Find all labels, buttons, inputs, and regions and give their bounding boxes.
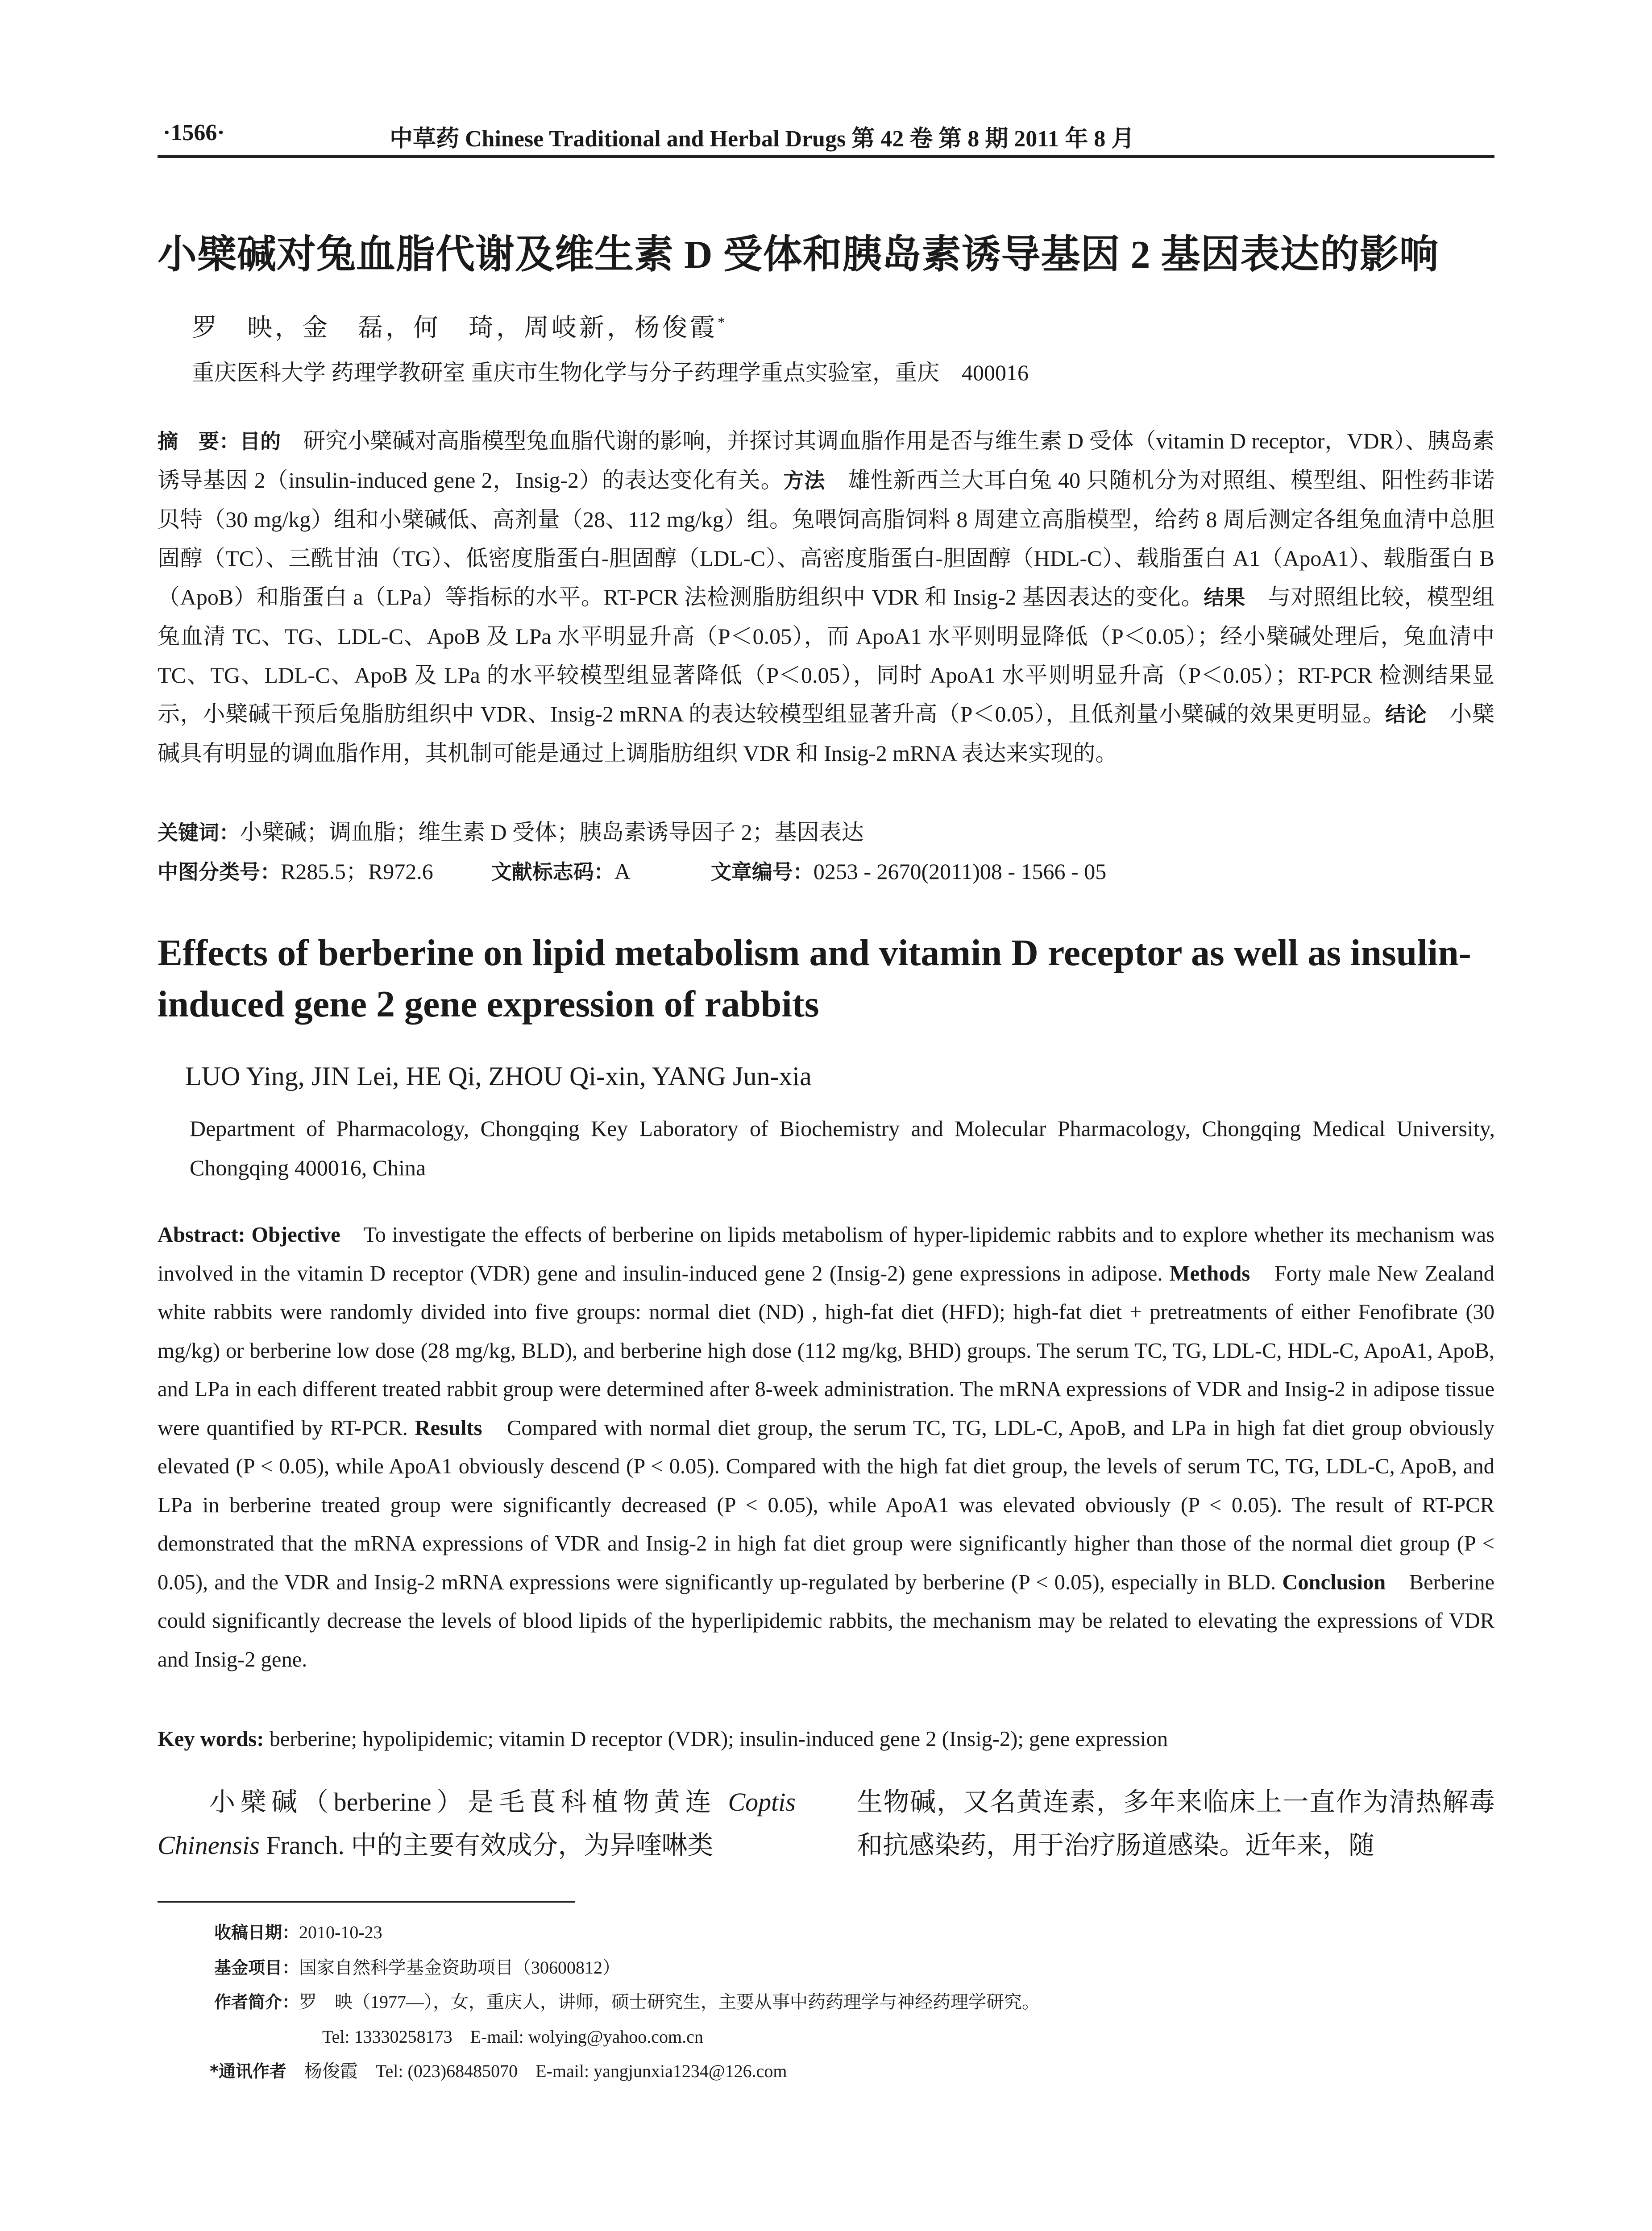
chinese-abstract [158,422,1494,773]
en-methods-text: Forty male New Zealand white rabbits were randomly divided into five groups: normal diet (ND) , high-fat diet (HFD); high-fat diet + pretreatments of either Fenofibrate (30 mg/kg) or berberine low dose (28 mg/kg, BLD), and berberine high dose (112 mg/kg, BHD) groups. The serum TC, TG, LDL-C, HDL-C, ApoA1, ApoB, and LPa in each different treated rabbit group were determined after 8-week administration. The mRNA expressions of VDR and Insig-2 in adipose tissue were quantified by RT-PCR. [158,1261,1494,1440]
article-number-value: 0253 - 2670(2011)08 - 1566 - 05 [813,859,1107,884]
english-title: Effects of berberine on lipid metabolism and vitamin D receptor as well as insulin-induced gene 2 gene expression of rabbits [158,932,1471,1025]
english-authors: LUO Ying, JIN Lei, HE Qi, ZHOU Qi-xin, YANG Jun-xia [185,1062,812,1091]
objective-text: 研究小檗碱对高脂模型兔血脂代谢的影响，并探讨其调血脂作用是否与维生素 D 受体（vitamin D receptor，VDR）、胰岛素诱导基因 2（insulin-induced gene 2，Insig-2）的表达变化有关。 [158,428,1495,493]
methods-text: 雄性新西兰大耳白兔 40 只随机分为对照组、模型组、阳性药非诺贝特（30 mg/kg）组和小檗碱低、高剂量（28、112 mg/kg）组。兔喂饲高脂饲料 8 周建立高脂模型，给药 8 周后测定各组兔血清中总胆固醇（TC）、三酰甘油（TG）、低密度脂蛋白-胆固醇（LDL-C）、高密度脂蛋白-胆固醇（HDL-C）、载脂蛋白 A1（ApoA1）、载脂蛋白 B（ApoB）和脂蛋白 a（LPa）等指标的水平。RT-PCR 法检测脂肪组织中 VDR 和 Insig-2 基因表达的变化。 [158,468,1495,610]
corresponding-text: 杨俊霞 Tel: (023)68485070 E-mail: yangjunxia1234@126.com [286,2061,787,2081]
chinese-author-list: 罗 映，金 磊，何 琦，周岐新，杨俊霞 [192,314,718,342]
english-keywords [158,1727,1494,1751]
footnote-contact: Tel: 13330258173 E-mail: wolying@yahoo.com.cn [322,2027,703,2047]
clc-label: 中图分类号： [158,860,281,884]
footnote-received [214,1919,382,1943]
received-date: 2010-10-23 [299,1922,382,1942]
footnote-fund [214,1953,620,1979]
body-column-right: 生物碱，又名黄连素，多年来临床上一直作为清热解毒和抗感染药，用于治疗肠道感染。近年来，随 [857,1787,1495,1860]
body-text-a: 小檗碱（berberine）是毛茛科植物黄连 [209,1787,728,1816]
keywords-label: 关键词： [158,821,240,845]
results-text: 与对照组比较，模型组兔血清 TC、TG、LDL-C、ApoB 及 LPa 水平明显升高（P＜0.05），而 ApoA1 水平则明显降低（P＜0.05）；经小檗碱处理后，兔血清中 TC、TG、LDL-C、ApoB 及 LPa 的水平较模型组显著降低（P＜0.05），同时 ApoA1 水平则明显升高（P＜0.05）；RT-PCR 检测结果显示，小檗碱干预后兔脂肪组织中 VDR、Insig-2 mRNA 的表达较模型组显著升高（P＜0.05），且低剂量小檗碱的效果更明显。 [158,585,1494,726]
footnote-rule [158,1901,575,1903]
en-results-text: Compared with normal diet group, the serum TC, TG, LDL-C, ApoB, and LPa in high fat diet group obviously elevated (P < 0.05), while ApoA1 obviously descend (P < 0.05). Compared with the high fat diet group, the levels of serum TC, TG, LDL-C, ApoB, and LPa in berberine treated group were significantly decreased (P < 0.05), while ApoA1 was elevated obviously (P < 0.05). The result of RT-PCR demonstrated that the mRNA expressions of VDR and Insig-2 in high fat diet group were significantly higher than those of the normal diet group (P < 0.05), and the VDR and Insig-2 mRNA expressions were significantly up-regulated by berberine (P < 0.05), especially in BLD. [158,1416,1495,1594]
objective-label: 目的 [240,429,281,453]
species-name: Coptis Chinensis [158,1787,796,1860]
doc-code-label: 文献标志码： [491,860,614,884]
body-column-left [158,1780,796,1867]
author-bio-label: 作者简介： [214,1992,299,2012]
english-affiliation: Department of Pharmacology, Chongqing Key Laboratory of Biochemistry and Molecular Pharmacology, Chongqing Medical University, Chongqing 400016, China [190,1116,1495,1180]
results-label: 结果 [1204,585,1246,610]
footnote-corresponding [210,2057,787,2082]
en-results-label: Results [415,1416,482,1440]
chinese-title: 小檗碱对兔血脂代谢及维生素 D 受体和胰岛素诱导基因 2 基因表达的影响 [158,233,1439,277]
keywords-text: 小檗碱；调血脂；维生素 D 受体；胰岛素诱导因子 2；基因表达 [240,820,864,845]
fund-label: 基金项目： [214,1958,299,1978]
en-conclusion-label: Conclusion [1282,1570,1386,1594]
en-objective-text: To investigate the effects of berberine on lipids metabolism of hyper-lipidemic rabbits and to explore whether its mechanism was involved in the vitamin D receptor (VDR) gene and insulin-induced gene 2 (Insig-2) gene expressions in adipose. [158,1223,1494,1286]
footnote-author [214,1988,1040,2013]
doc-code-value: A [614,859,631,884]
english-abstract [158,1216,1494,1679]
conclusion-text: 小檗碱具有明显的调血脂作用，其机制可能是通过上调脂肪组织 VDR 和 Insig-2 mRNA 表达来实现的。 [158,701,1494,766]
author-bio-text: 罗 映（1977—），女，重庆人，讲师，硕士研究生，主要从事中药药理学与神经药理学研究。 [299,1992,1040,2012]
en-conclusion-text: Berberine could significantly decrease the levels of blood lipids of the hyperlipidemic rabbits, the mechanism may be related to elevating the expressions of VDR and Insig-2 gene. [158,1570,1494,1671]
journal-info: 中草药 Chinese Traditional and Herbal Drugs 第 42 卷 第 8 期 2011 年 8 月 [390,126,1135,152]
en-keywords-text: berberine; hypolipidemic; vitamin D receptor (VDR); insulin-induced gene 2 (Insig-2); gene expression [264,1727,1168,1751]
chinese-affiliation: 重庆医科大学 药理学教研室 重庆市生物化学与分子药理学重点实验室，重庆 400016 [192,360,1029,385]
methods-label: 方法 [783,469,826,493]
en-abstract-label: Abstract: Objective [158,1223,340,1247]
corresponding-mark: * [718,314,725,331]
abstract-label: 摘 要： [158,429,240,453]
page-number: ·1566· [163,120,225,145]
article-number-label: 文章编号： [710,860,814,884]
chinese-keywords [158,814,864,846]
classification-line [158,854,1106,886]
clc-value: R285.5；R972.6 [281,859,433,884]
received-label: 收稿日期： [214,1923,299,1942]
body-text-b: Franch. 中的主要有效成分，为异喹啉类 [259,1831,714,1860]
fund-text: 国家自然科学基金资助项目（30600812） [299,1957,621,1978]
chinese-authors [192,308,725,344]
en-methods-label: Methods [1169,1261,1250,1286]
conclusion-label: 结论 [1385,702,1427,726]
corresponding-label: *通讯作者 [210,2061,286,2081]
en-keywords-label: Key words: [158,1727,264,1751]
running-header [158,120,1494,155]
header-rule [158,155,1494,158]
